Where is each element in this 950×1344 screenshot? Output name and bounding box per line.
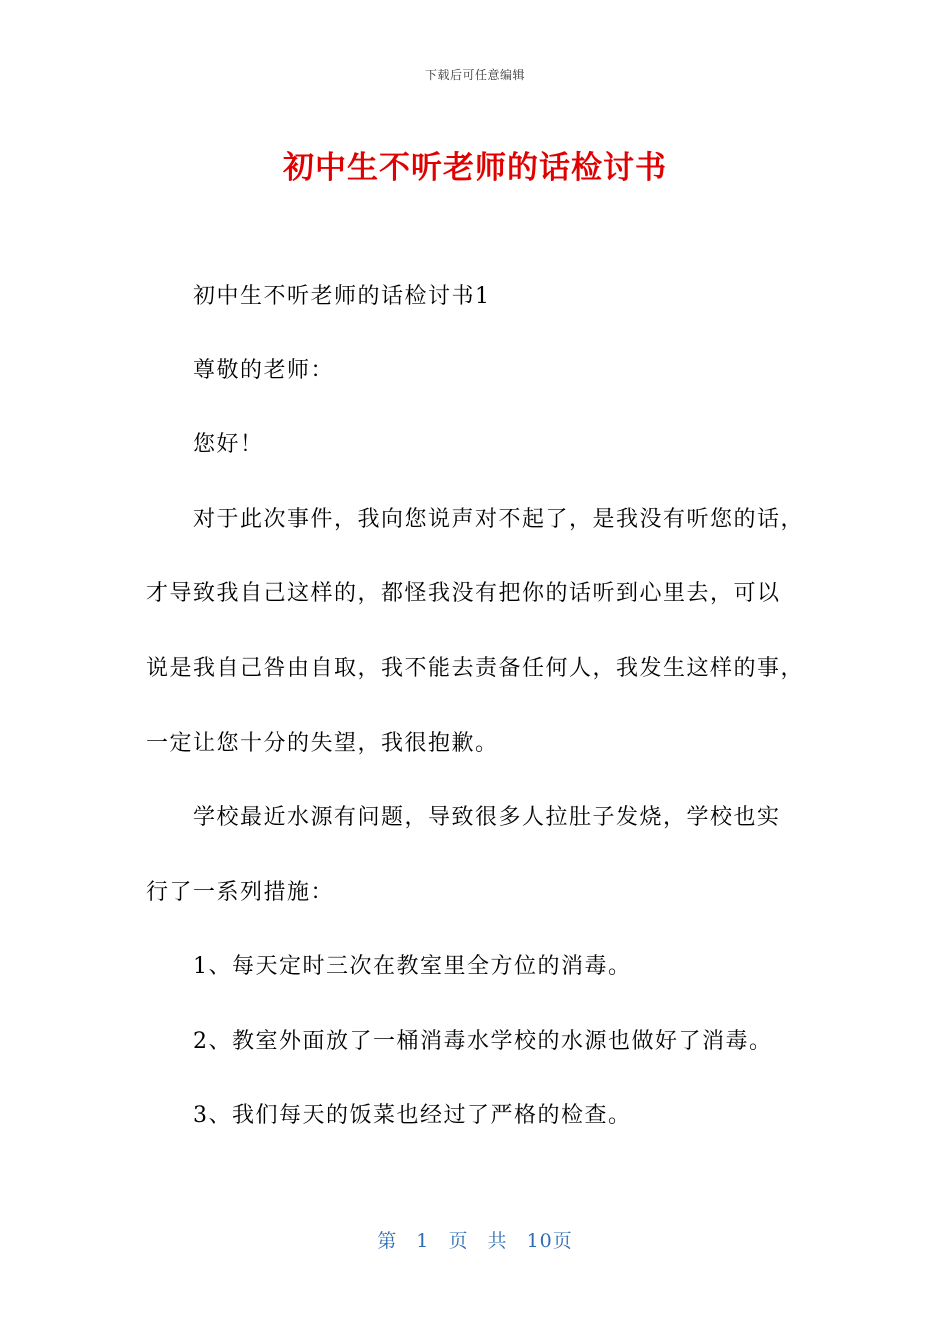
list-item: 1、每天定时三次在教室里全方位的消毒。 — [193, 954, 632, 979]
list-item: 3、我们每天的饭菜也经过了严格的检查。 — [193, 1103, 632, 1128]
document-title: 初中生不听老师的话检讨书 — [283, 150, 667, 186]
paragraph-line: 行了一系列措施： — [146, 880, 335, 905]
paragraph-line: 才导致我自己这样的，都怪我没有把你的话听到心里去，可以 — [146, 581, 781, 606]
footer-total-word: 共 — [487, 1230, 508, 1252]
section-heading: 初中生不听老师的话检讨书1 — [193, 284, 491, 309]
paragraph-line: 学校最近水源有问题，导致很多人拉肚子发烧，学校也实 — [193, 805, 781, 830]
salutation: 尊敬的老师： — [193, 358, 335, 383]
paragraph-line: 说是我自己咎由自取，我不能去责备任何人，我发生这样的事， — [146, 656, 805, 681]
footer-page-word: 页 — [448, 1230, 469, 1252]
paragraph-line: 一定让您十分的失望，我很抱歉。 — [146, 731, 499, 756]
footer-current-page: 1 — [416, 1230, 430, 1252]
footer-prefix: 第 — [377, 1230, 398, 1252]
footer-total-pages: 10页 — [526, 1230, 573, 1252]
greeting: 您好！ — [193, 432, 264, 457]
page-footer — [0, 1226, 950, 1253]
header-note: 下载后可任意编辑 — [424, 68, 525, 82]
list-item: 2、教室外面放了一桶消毒水学校的水源也做好了消毒。 — [193, 1029, 773, 1054]
paragraph-line: 对于此次事件，我向您说声对不起了，是我没有听您的话， — [193, 507, 805, 532]
